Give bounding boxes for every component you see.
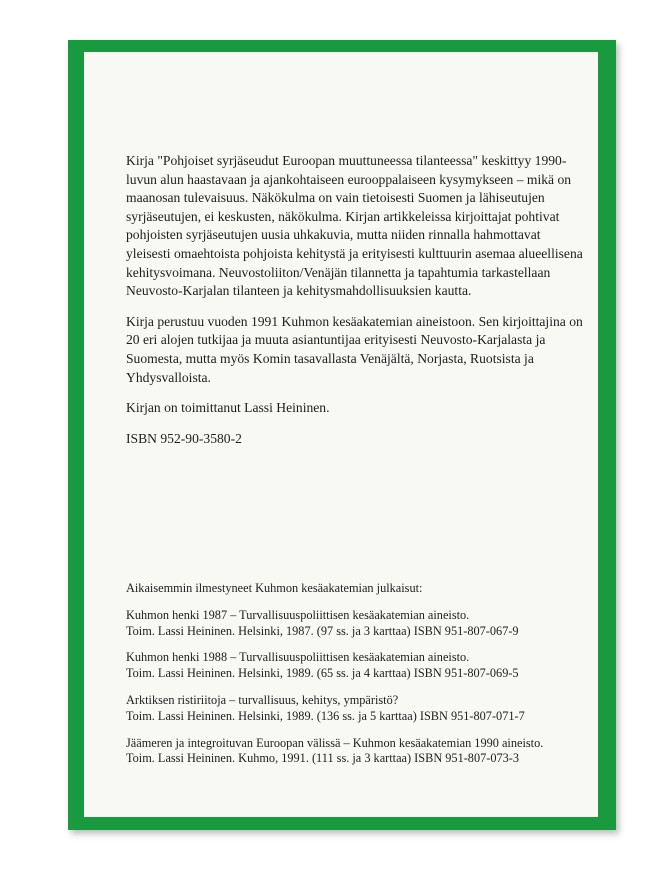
publication-details: Toim. Lassi Heininen. Helsinki, 1987. (97 ss. ja 3 karttaa) ISBN 951-807-067-9 bbox=[126, 623, 519, 638]
previous-publications bbox=[126, 581, 596, 778]
publications-heading: Aikaisemmin ilmestyneet Kuhmon kesäakatemian julkaisut: bbox=[126, 581, 423, 595]
description-paragraph-1: Kirja "Pohjoiset syrjäseudut Euroopan muuttuneessa tilanteessa" keskittyy 1990-luvun alun haastavaan ja ajankohtaiseen eurooppalaiseen kysymykseen – mikä on maanosan tulevaisuus. Näkökulma on vain tietoisesti Suomen ja lähiseutujen syrjäseutujen, ei keskusten, näkökulma. Kirjan artikkeleissa kirjoittajat pohtivat pohjoisten syrjäseutujen uusia uhkakuvia, mutta niiden rinnalla hahmottavat yleisesti omaehtoista pohjoista kehitystä ja erityisesti kulttuurin asemaa alueellisena kehitysvoimana. Neuvostoliiton/Venäjän tilannetta ja tapahtumia tarkastellaan Neuvosto-Karjalan tilanteen ja kehitysmahdollisuuksien kautta. bbox=[126, 153, 583, 299]
description-paragraph-2: Kirja perustuu vuoden 1991 Kuhmon kesäakatemian aineistoon. Sen kirjoittajina on 20 eri alojen tutkijaa ja muuta asiantuntijaa erityisesti Neuvosto-Karjalasta ja Suomesta, mutta myös Komin tasavallasta Venäjältä, Norjasta, Ruotsista ja Yhdysvalloista. bbox=[126, 313, 583, 385]
publication-details: Toim. Lassi Heininen. Helsinki, 1989. (65 ss. ja 4 karttaa) ISBN 951-807-069-5 bbox=[126, 666, 519, 681]
publication-details: Toim. Lassi Heininen. Kuhmo, 1991. (111 ss. ja 3 karttaa) ISBN 951-807-073-3 bbox=[126, 751, 520, 766]
publication-entry bbox=[126, 736, 596, 768]
publication-entry bbox=[126, 693, 596, 725]
publication-entry bbox=[126, 608, 596, 640]
isbn: ISBN 952-90-3580-2 bbox=[126, 430, 242, 446]
book-description bbox=[126, 152, 586, 460]
publication-title: Kuhmon henki 1987 – Turvallisuuspoliittisen kesäakatemian aineisto. bbox=[126, 607, 470, 622]
publication-title: Kuhmon henki 1988 – Turvallisuuspoliittisen kesäakatemian aineisto. bbox=[126, 650, 470, 665]
publication-title: Arktiksen ristiriitoja – turvallisuus, kehitys, ympäristö? bbox=[126, 692, 399, 707]
editor-credit: Kirjan on toimittanut Lassi Heininen. bbox=[126, 400, 330, 416]
publication-title: Jäämeren ja integroituvan Euroopan välissä – Kuhmon kesäakatemian 1990 aineisto. bbox=[126, 735, 544, 750]
publication-details: Toim. Lassi Heininen. Helsinki, 1989. (136 ss. ja 5 karttaa) ISBN 951-807-071-7 bbox=[126, 708, 525, 723]
publication-entry bbox=[126, 650, 596, 682]
